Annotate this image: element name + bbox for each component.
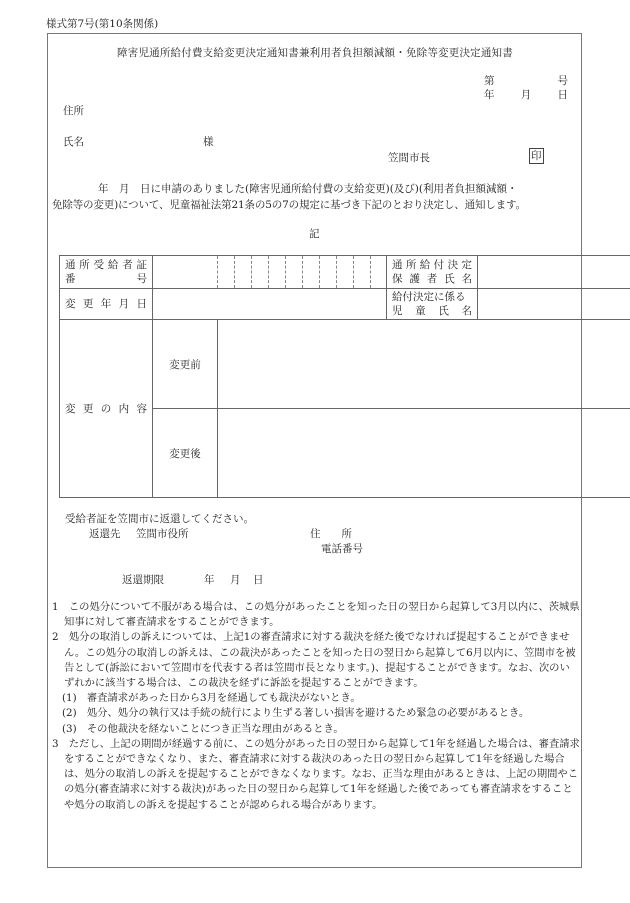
- deadline-year: 年: [204, 574, 215, 586]
- label-char: 名: [461, 305, 472, 317]
- change-date-field[interactable]: [153, 289, 387, 320]
- recipient-address-label: 住所: [63, 105, 84, 117]
- label-char: 通: [392, 259, 403, 271]
- cert-number-cell[interactable]: [337, 256, 354, 289]
- child-label: [387, 289, 478, 320]
- note-item-3: 3 ただし、上記の期間が経過する前に、この処分があった日の翌日から起算して1年を経過した場合は、審査請求をすることができなくなり、また、審査請求に対する裁決のあった日の翌日から起算して1年を経過した場合は、処分の取消しの訴えを提起することができなくなります。なお、正当な理由があるときは、上記の期間やこの処分(審査請求に対する裁決)があった日の翌日から起算して1年を経過した後であっても審査請求をすることや処分の取消しの訴えを提起することが認められる場合があります。: [52, 737, 580, 811]
- date-year: 年: [484, 89, 495, 101]
- ref-go: 号: [557, 75, 568, 87]
- return-deadline-label: 返還期限: [122, 574, 164, 586]
- cert-number-cell[interactable]: [153, 256, 218, 289]
- body-text-line1: 年 月 日に申請のありました(障害児通所給付費の支給変更)(及び)(利用者負担額減額・: [98, 183, 518, 195]
- return-phone-label: 電話番号: [321, 543, 363, 555]
- label-char: 給: [107, 259, 119, 271]
- label-char: 名: [461, 273, 472, 285]
- label-char: の: [100, 402, 112, 415]
- form-number: 様式第7号(第10条関係): [46, 18, 159, 30]
- after-label: 変更後: [153, 409, 218, 498]
- label-char: 月: [118, 298, 130, 310]
- deadline-day: 日: [253, 574, 264, 586]
- ki-heading: 記: [309, 228, 320, 240]
- label-char: 受: [93, 259, 105, 271]
- details-table: [59, 255, 630, 498]
- label-char: 保: [392, 273, 403, 285]
- label-char: 日: [136, 298, 147, 310]
- child-label-line1: 給付決定に係る: [392, 291, 466, 303]
- recipient-honorific: 様: [203, 136, 214, 148]
- label-char: 年: [100, 298, 112, 310]
- label-char: 番: [65, 273, 76, 285]
- table-row-change-date: [60, 289, 630, 320]
- change-content-label: [60, 320, 153, 498]
- label-char: 変: [65, 402, 76, 415]
- cert-number-cell[interactable]: [354, 256, 371, 289]
- cert-number-cell[interactable]: [235, 256, 252, 289]
- label-char: 護: [409, 273, 420, 285]
- label-char: 所: [405, 259, 417, 271]
- note-sub-item-1: (1) 審査請求があった日から3月を経過しても裁決がないとき。: [62, 692, 361, 705]
- table-row-certificate: [60, 256, 630, 289]
- note-sub-item-2: (2) 処分、処分の執行又は手続の続行により生ずる著しい損害を避けるため緊急の必要があるとき。: [62, 707, 530, 720]
- cert-number-cell[interactable]: [252, 256, 269, 289]
- label-char: 所: [79, 259, 90, 271]
- cert-number-label-line1: [65, 258, 147, 272]
- issue-date: [484, 87, 568, 102]
- label-char: 通: [65, 259, 76, 271]
- return-destination-label: 返還先: [89, 528, 121, 540]
- cert-number-cell[interactable]: [286, 256, 303, 289]
- recipient-name-label: 氏名: [63, 136, 84, 148]
- label-char: 氏: [438, 305, 449, 317]
- change-content-label-text: [65, 402, 147, 416]
- date-month: 月: [520, 89, 532, 101]
- guardian-label: [387, 256, 478, 289]
- label-char: 氏: [444, 273, 455, 285]
- label-char: 更: [82, 298, 94, 310]
- before-label: 変更前: [153, 320, 218, 409]
- return-destination: 笠間市役所: [136, 528, 189, 540]
- label-char: 童: [415, 305, 426, 317]
- reference-number: [484, 73, 568, 88]
- cert-number-label-line2: [65, 272, 147, 286]
- appeal-notes: [52, 600, 580, 813]
- child-name-field[interactable]: [478, 289, 630, 320]
- note-sub-item-3: (3) その他裁決を経ないことにつき正当な理由があるとき。: [62, 722, 344, 735]
- label-char: 容: [136, 402, 147, 415]
- body-text-line2: 免除等の変更)について、児童福祉法第21条の5の7の規定に基づき下記のとおり決定し、通知します。: [52, 199, 526, 211]
- guardian-label-line2: [392, 272, 472, 286]
- after-field[interactable]: [218, 409, 630, 498]
- change-date-label-text: [65, 297, 147, 311]
- deadline-month: 月: [230, 574, 241, 586]
- return-instruction: 受給者証を笠間市に返還してください。: [65, 513, 254, 525]
- label-char: 証: [136, 259, 147, 271]
- label-char: 児: [392, 305, 403, 317]
- label-char: 定: [461, 259, 472, 271]
- document-title: 障害児通所給付費支給変更決定通知書兼利用者負担額減額・免除等変更決定通知書: [117, 47, 513, 59]
- label-char: 者: [426, 273, 438, 285]
- note-item-1: 1 この処分について不服がある場合は、この処分があったことを知った日の翌日から起算して3月以内に、茨城県知事に対して審査請求をすることができます。: [52, 601, 580, 629]
- label-char: 決: [447, 259, 459, 271]
- change-date-label: [60, 289, 153, 320]
- cert-number-cell[interactable]: [371, 256, 387, 289]
- date-day: 日: [557, 89, 568, 101]
- issuer-name: 笠間市長: [388, 152, 430, 164]
- label-char: 変: [65, 298, 76, 310]
- seal-mark: [529, 148, 544, 164]
- cert-number-cell[interactable]: [269, 256, 286, 289]
- guardian-name-field[interactable]: [478, 256, 630, 289]
- cert-number-label: [60, 256, 153, 289]
- note-item-2: 2 処分の取消しの訴えについては、上記1の審査請求に対する裁決を経た後でなければ提起することができません。この処分の取消しの訴えは、この裁決があったことを知った日の翌日から起算して6月以内に、笠間市を被告として(訴訟において笠間市を代表する者は笠間市長となります。)、提起することができます。なお、次のいずれかに該当する場合は、この裁決を経ずに訴訟を提起することができます。: [52, 631, 576, 690]
- label-char: 号: [136, 273, 147, 285]
- return-address-label: 住 所: [310, 528, 352, 540]
- ref-dai: 第: [484, 75, 495, 87]
- label-char: 更: [82, 402, 94, 415]
- cert-number-cell[interactable]: [218, 256, 235, 289]
- cert-number-cell[interactable]: [303, 256, 320, 289]
- seal-icon: 印: [531, 150, 542, 162]
- label-char: 付: [433, 259, 445, 271]
- guardian-label-line1: [392, 258, 472, 272]
- label-char: 給: [419, 259, 431, 271]
- cert-number-cell[interactable]: [320, 256, 337, 289]
- label-char: 者: [122, 259, 133, 271]
- label-char: 内: [118, 402, 130, 415]
- table-row-before: [60, 320, 630, 409]
- before-field[interactable]: [218, 320, 630, 409]
- child-label-line2: [392, 304, 472, 318]
